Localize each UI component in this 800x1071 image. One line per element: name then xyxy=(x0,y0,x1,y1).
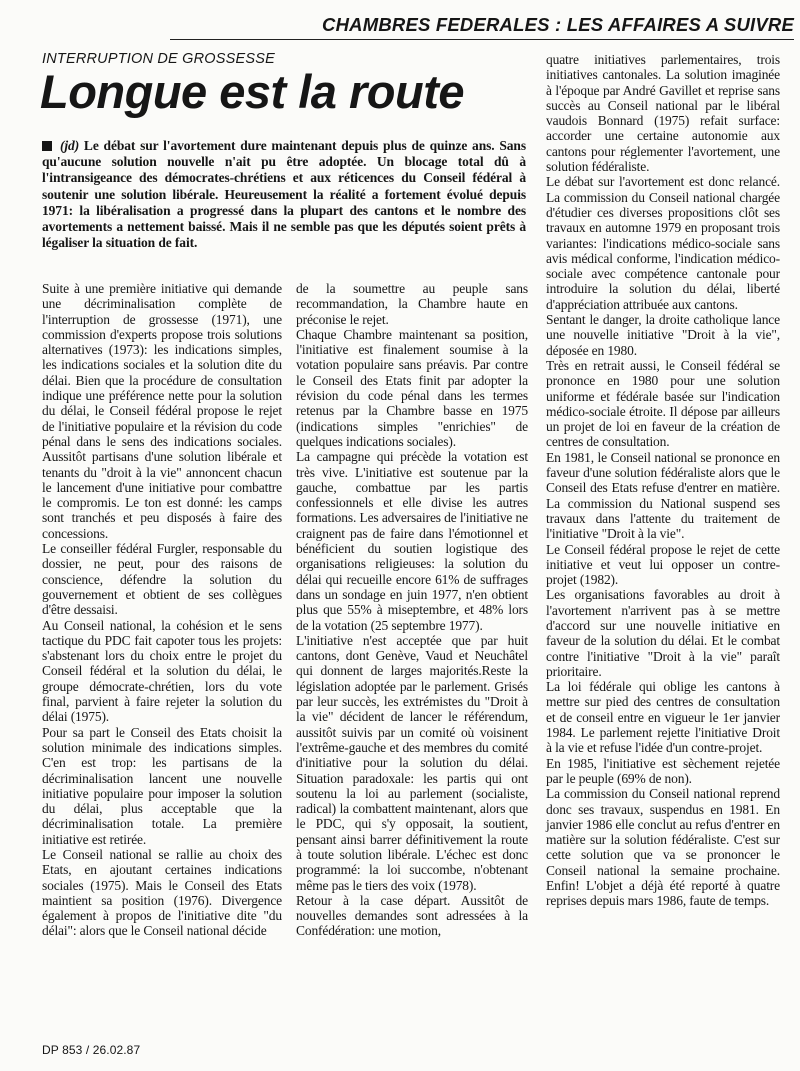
paragraph: En 1985, l'initiative est sèchement rejetée par le peuple (69% de non). xyxy=(546,755,780,786)
column-3 xyxy=(546,52,780,909)
article-lead xyxy=(42,138,526,251)
column-2 xyxy=(296,281,528,939)
paragraph: Le Conseil national se rallie au choix des Etats, en ajoutant certaines indications sociales (1975). Mais le Conseil des Etats maintient sa position (1976). Divergence également à propos de l'initiative dite "du délai": alors que le Conseil national décide xyxy=(42,846,282,939)
column-1 xyxy=(42,281,282,939)
paragraph: Chaque Chambre maintenant sa position, l'initiative est finalement soumise à la votation populaire sans préavis. Par contre le Conseil des Etats finit par adopter la révision du code pénal dans les termes retenus par la Chambre basse en 1975 (indications simples "enrichies" de quelques indications sociales). xyxy=(296,326,528,449)
paragraph: Suite à une première initiative qui demande une décriminalisation complète de l'interruption de grossesse (1971), une commission d'experts propose trois solutions alternatives (1973): les indications simples, les indications sociales et la solution dite du délai. Bien que la procédure de consultation indique une préférence nette pour la solution du délai, le Conseil fédéral propose le rejet de l'initiative populaire et la révision du code pénal dans le sens des indications sociales. Aussitôt partisans d'une solution libérale et tenants du "droit à la vie" annoncent chacun le lancement d'une initiative pour combattre le compromis. Le ton est donné: les camps sont tranchés et peu disposés à faire des concessions. xyxy=(42,281,282,541)
paragraph: quatre initiatives parlementaires, trois initiatives cantonales. La solution imaginée à l'époque par André Gavillet et reprise sans succès au Conseil national par le libéral vaudois Bonnard (1975) refait surface: accorder une certaine autonomie aux cantons pour réglementer l'avortement, une solution fédéraliste. xyxy=(546,52,780,175)
paragraph: Sentant le danger, la droite catholique lance une nouvelle initiative "Droit à la vie", déposée en 1980. xyxy=(546,312,780,358)
paragraph: Le débat sur l'avortement est donc relancé. La commission du Conseil national chargée d'étudier ces diverses propositions clôt ses travaux en automne 1979 en proposant trois variantes: l'indications médico-sociale sans avis médical conforme, l'indication médico-sociale avec compétence cantonale pour introduire la solution du délai, liberté d'appréciation attribuée aux cantons. xyxy=(546,174,780,312)
byline: (jd) xyxy=(60,138,80,153)
paragraph: Les organisations favorables au droit à l'avortement n'arrivent pas à se mettre d'accord sur une nouvelle initiative en faveur de la solution du délai. Et le combat contre l'initiative "Droit à la vie" paraît prioritaire. xyxy=(546,587,780,679)
paragraph: Pour sa part le Conseil des Etats choisit la solution minimale des indications simples. C'en est trop: les partisans de la décriminalisation lancent une nouvelle initiative populaire pour imposer la solution du délai, plus acceptable que la décriminalisation totale. La première initiative est retirée. xyxy=(42,724,282,847)
paragraph: Au Conseil national, la cohésion et le sens tactique du PDC fait capoter tous les projets: s'abstenant lors du choix entre le projet du Conseil fédéral et la solution du délai, le groupe démocrate-chrétien, lors du vote final, parvient à faire rejeter la solution du délai (1975). xyxy=(42,617,282,725)
paragraph: de la soumettre au peuple sans recommandation, la Chambre haute en préconise le rejet. xyxy=(296,281,528,327)
paragraph: La commission du Conseil national reprend donc ses travaux, suspendus en 1981. En janvier 1986 elle conclut au refus d'entrer en matière sur la solution fédéraliste. C'est sur cette solution que va se prononcer le Conseil national la semaine prochaine. Enfin! L'objet a déjà été reporté à quatre reprises depuis mars 1986, faute de temps. xyxy=(546,786,780,909)
bullet-square-icon xyxy=(42,141,52,151)
banner-rule xyxy=(170,39,794,40)
lead-text: Le débat sur l'avortement dure maintenant depuis plus de quinze ans. Sans qu'aucune solution nouvelle n'ait pu être adoptée. Un blocage total dû à l'intransigeance des démocrates-chrétiens et aux réticences du Conseil fédéral à soutenir une solution libérale. Heureusement la réalité a fortement évolué depuis 1971: la libéralisation a progressé dans la plupart des cantons et le nombre des avortements a nettement baissé. Mais il ne semble pas que les députés soient prêts à légaliser la situation de fait. xyxy=(42,138,526,251)
section-banner: CHAMBRES FEDERALES : LES AFFAIRES A SUIVRE xyxy=(322,14,794,35)
paragraph: La loi fédérale qui oblige les cantons à mettre sur pied des centres de consultation et de conseil entre en vigueur le 1er janvier 1984. Le parlement rejette l'initiative Droit à la vie et refuse l'idée d'un contre-projet. xyxy=(546,679,780,756)
paragraph: En 1981, le Conseil national se prononce en faveur d'une solution fédéraliste alors que le Conseil des Etats refuse d'entrer en matière. La commission du National suspend ses travaux dans l'attente du traitement de l'initiative "Droit à la vie". xyxy=(546,449,780,542)
paragraph: Retour à la case départ. Aussitôt de nouvelles demandes sont adressées à la Confédération: une motion, xyxy=(296,892,528,939)
paragraph: L'initiative n'est acceptée que par huit cantons, dont Genève, Vaud et Neuchâtel qui donnent de larges majorités.Reste la législation adoptée par le parlement. Grisés par leur succès, les extrémistes du "Droit à la vie" décident de lancer le référendum, aussitôt suivis par un comité où voisinent l'extrême-gauche et des membres du comité d'initiative pour la solution du délai. Situation paradoxale: les partis qui ont soutenu la loi au parlement (socialiste, radical) la combattent maintenant, alors que le PDC, qui s'y opposait, la soutient, pensant ainsi barrer définitivement la route à toute solution libérale. L'échec est donc programmé: la loi succombe, n'obtenant même pas le tiers des voix (1978). xyxy=(296,632,528,893)
paragraph: Très en retrait aussi, le Conseil fédéral se prononce en 1980 pour une solution uniforme et fédérale basée sur l'indication médico-sociale étroite. Il dépose par ailleurs un projet de loi en faveur de la création de centres de consultation. xyxy=(546,357,780,450)
paragraph: Le Conseil fédéral propose le rejet de cette initiative et veut lui opposer un contre-projet (1982). xyxy=(546,541,780,588)
paragraph: La campagne qui précède la votation est très vive. L'initiative est soutenue par la gauche, combattue par les partis confessionnels et elle divise les autres formations. Les adversaires de l'initiative ne craignent pas de faire dans l'émotionnel et bénéficient du soutien logistique des organisations religieuses: la solution du délai qui recueille encore 61% de suffrages dans un sondage en juin 1977, n'en obtient plus que 55% à miseptembre, et 48% lors de la votation (25 septembre 1977). xyxy=(296,449,528,633)
article-kicker: INTERRUPTION DE GROSSESSE xyxy=(42,51,276,67)
paragraph: Le conseiller fédéral Furgler, responsable du dossier, ne peut, pour des raisons de conscience, défendre la solution du gouvernement et obtient de ses collègues d'être dessaisi. xyxy=(42,541,282,618)
issue-footer: DP 853 / 26.02.87 xyxy=(42,1043,141,1057)
article-headline: Longue est la route xyxy=(40,65,464,118)
